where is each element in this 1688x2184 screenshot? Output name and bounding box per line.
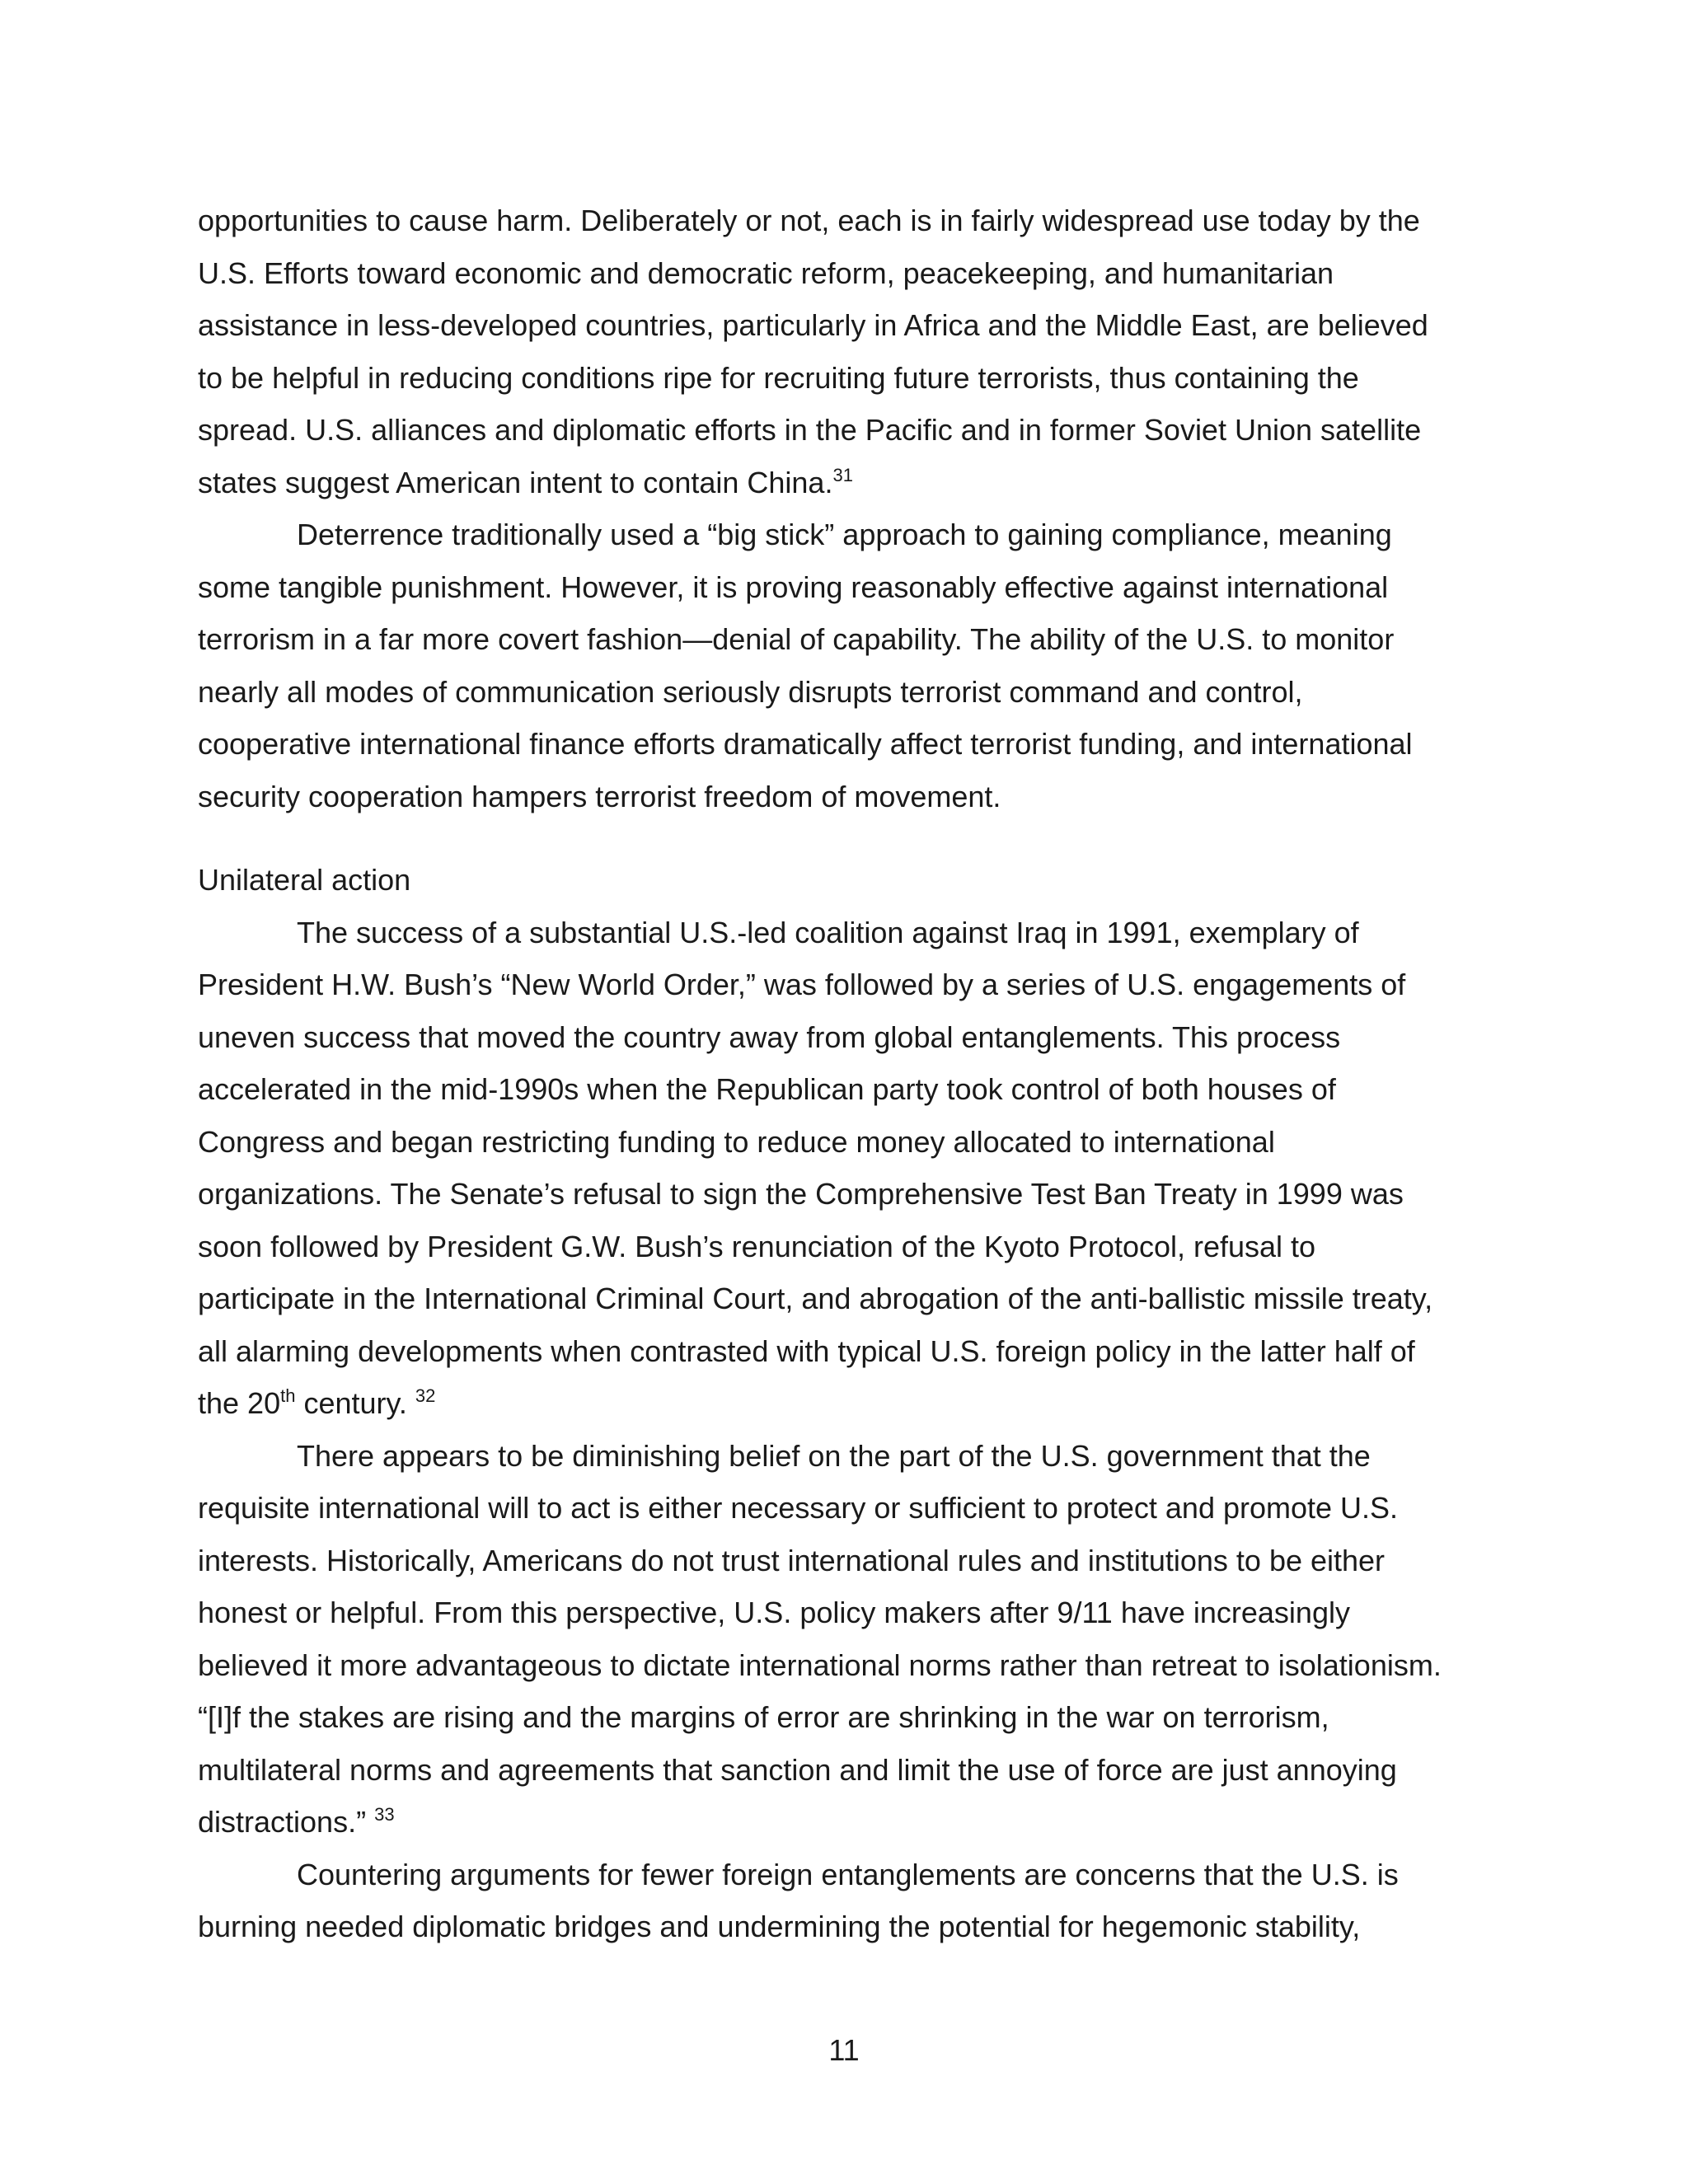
text-line: security cooperation hampers terrorist freedom of movement. [198, 779, 1001, 813]
text-line: requisite international will to act is either necessary or sufficient to protect and promote U.S. [198, 1491, 1399, 1525]
text-line: burning needed diplomatic bridges and undermining the potential for hegemonic stability, [198, 1910, 1361, 1943]
footnote-ref-33: 33 [374, 1804, 395, 1825]
text-fragment: distractions.” [198, 1805, 367, 1839]
text-line: President H.W. Bush’s “New World Order,” was followed by a series of U.S. engagements of [198, 968, 1406, 1001]
text-fragment: states suggest American intent to contain China. [198, 465, 833, 499]
text-line: terrorism in a far more covert fashion—denial of capability. The ability of the U.S. to monitor [198, 622, 1395, 656]
page-number: 11 [828, 2033, 860, 2067]
text-line: to be helpful in reducing conditions ripe for recruiting future terrorists, thus containing the [198, 360, 1359, 395]
text-line: There appears to be diminishing belief on the part of the U.S. government that the [297, 1438, 1371, 1473]
document-page [198, 194, 1500, 1953]
text-line: accelerated in the mid-1990s when the Republican party took control of both houses of [198, 1072, 1336, 1106]
text-line: soon followed by President G.W. Bush’s renunciation of the Kyoto Protocol, refusal to [198, 1229, 1316, 1263]
text-fragment: the 20 [198, 1386, 281, 1420]
text-line: Deterrence traditionally used a “big stick” approach to gaining compliance, meaning [297, 518, 1392, 551]
paragraph-5 [198, 1849, 1500, 1953]
footnote-ref-32: 32 [415, 1385, 436, 1406]
text-line: some tangible punishment. However, it is proving reasonably effective against international [198, 569, 1389, 604]
text-line: participate in the International Criminal Court, and abrogation of the anti-ballistic missile treaty, [198, 1282, 1433, 1315]
section-heading: Unilateral action [198, 863, 411, 897]
text-line: U.S. Efforts toward economic and democratic reform, peacekeeping, and humanitarian [198, 255, 1334, 290]
text-line: nearly all modes of communication seriously disrupts terrorist command and control, [198, 674, 1303, 709]
text-line: “[I]f the stakes are rising and the margins of error are shrinking in the war on terrorism, [198, 1700, 1329, 1734]
paragraph-3 [198, 907, 1500, 1430]
text-line: The success of a substantial U.S.-led coalition against Iraq in 1991, exemplary of [297, 915, 1359, 949]
spacer [198, 823, 1500, 854]
paragraph-2 [198, 509, 1500, 823]
text-line: Countering arguments for fewer foreign entanglements are concerns that the U.S. is [297, 1857, 1399, 1891]
text-line: interests. Historically, Americans do not trust international rules and institutions to be either [198, 1543, 1386, 1577]
text-line: assistance in less-developed countries, particularly in Africa and the Middle East, are believed [198, 308, 1428, 342]
text-line: spread. U.S. alliances and diplomatic efforts in the Pacific and in former Soviet Union satellite [198, 413, 1422, 447]
text-line: believed it more advantageous to dictate international norms rather than retreat to isolationism. [198, 1647, 1442, 1682]
text-line [198, 1796, 1500, 1849]
text-line: opportunities to cause harm. Deliberately or not, each is in fairly widespread use today by the [198, 204, 1420, 237]
text-line: organizations. The Senate’s refusal to sign the Comprehensive Test Ban Treaty in 1999 was [198, 1177, 1404, 1211]
paragraph-1 [198, 194, 1500, 509]
ordinal-suffix: th [280, 1385, 296, 1406]
text-line [198, 457, 1500, 509]
text-line: uneven success that moved the country away from global entanglements. This process [198, 1019, 1341, 1054]
text-line: multilateral norms and agreements that sanction and limit the use of force are just annoying [198, 1752, 1397, 1787]
text-line: all alarming developments when contrasted with typical U.S. foreign policy in the latter half of [198, 1333, 1415, 1368]
text-line [198, 1377, 1500, 1430]
text-line: cooperative international finance efforts dramatically affect terrorist funding, and international [198, 727, 1413, 761]
paragraph-4 [198, 1430, 1500, 1849]
text-fragment: century. [295, 1386, 407, 1420]
text-line: Congress and began restricting funding to reduce money allocated to international [198, 1124, 1275, 1159]
text-line: honest or helpful. From this perspective, U.S. policy makers after 9/11 have increasingly [198, 1596, 1350, 1629]
footnote-ref-31: 31 [832, 464, 853, 485]
